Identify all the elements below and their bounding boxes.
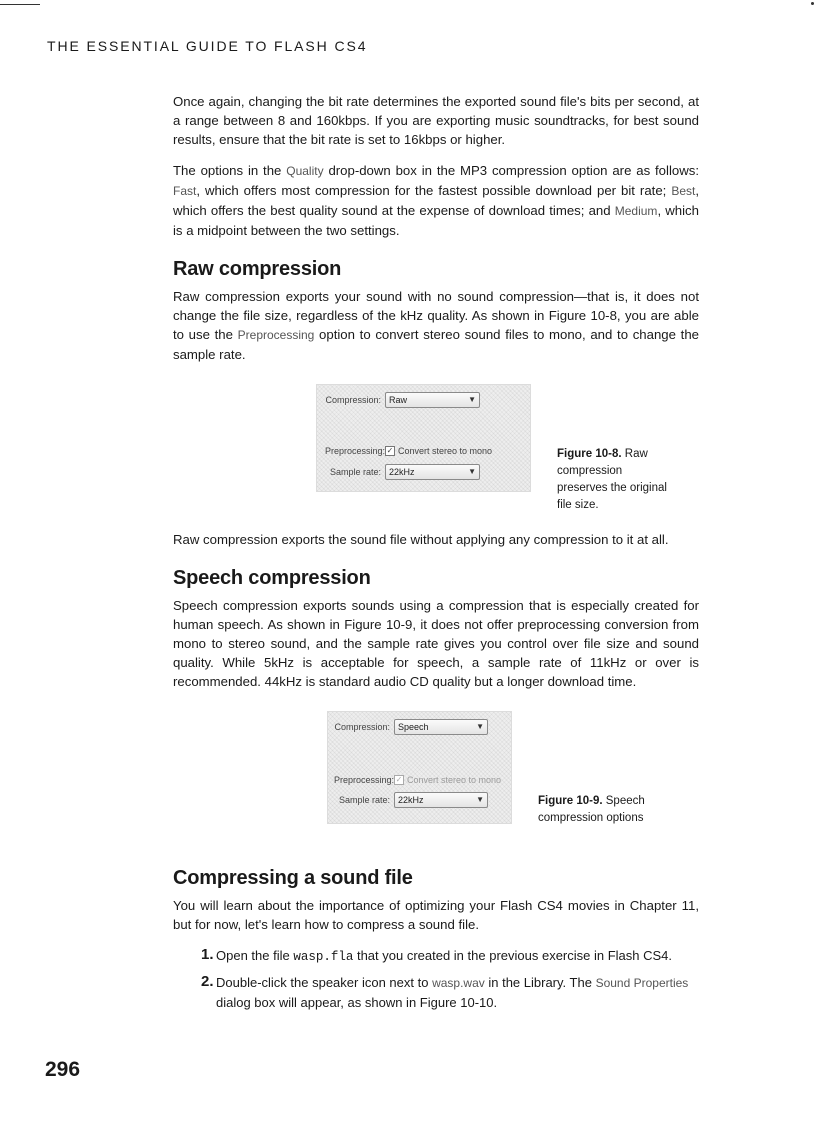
text-run: Double-click the speaker icon next to	[216, 975, 433, 990]
sample-rate-select[interactable]	[385, 464, 480, 480]
running-header: THE ESSENTIAL GUIDE TO FLASH CS4	[47, 38, 368, 54]
text-run: , which offers most compression for the fastest possible download per bit rate;	[196, 183, 672, 198]
preprocessing-label: Preprocessing:	[334, 775, 395, 785]
page-content	[173, 92, 699, 1018]
figure-10-9	[173, 711, 699, 841]
text-run: Open the file	[216, 948, 294, 963]
speech-settings-panel	[327, 711, 512, 824]
caption-text: Speech compression options	[538, 795, 645, 824]
step-number: 1.	[201, 946, 214, 963]
intro-paragraph-bitrate: Once again, changing the bit rate determines the exported sound file's bits per second, at a range between 8 and 160kbps. If you are exporting music soundtracks, for best sound results, ensure that the bit rate is set to 16kbps or higher.	[173, 94, 699, 147]
compression-value: Speech	[398, 722, 429, 732]
compression-select[interactable]	[394, 719, 488, 735]
sample-rate-row	[334, 792, 488, 808]
sample-rate-row	[325, 464, 480, 480]
compression-label: Compression:	[334, 722, 390, 732]
sample-rate-value: 22kHz	[389, 467, 415, 477]
text-run: in the Library. The	[484, 975, 596, 990]
compression-select[interactable]	[385, 392, 480, 408]
raw-settings-panel	[316, 384, 531, 492]
page-number: 296	[45, 1058, 81, 1081]
ui-term-medium: Medium	[614, 204, 658, 218]
code-filename: wasp.fla	[293, 950, 354, 964]
sample-rate-label: Sample rate:	[338, 795, 390, 805]
corner-mark	[811, 2, 814, 5]
chevron-down-icon: ▼	[468, 395, 476, 404]
step-number: 2.	[201, 973, 214, 990]
ui-term-quality: Quality	[286, 164, 324, 178]
ui-term-filename: wasp.wav	[432, 976, 485, 990]
heading-raw-compression: Raw compression	[173, 258, 342, 280]
raw-summary-paragraph: Raw compression exports the sound file without applying any compression to it at all.	[173, 532, 669, 547]
sample-rate-label: Sample rate:	[329, 467, 381, 477]
chevron-down-icon: ▼	[468, 467, 476, 476]
compression-row	[325, 392, 480, 408]
ui-term-dialog: Sound Properties	[595, 976, 689, 990]
convert-mono-label: Convert stereo to mono	[398, 446, 493, 456]
figure-10-8-caption	[557, 446, 667, 514]
figure-10-9-caption	[538, 793, 668, 827]
convert-mono-checkbox: ✓	[395, 775, 403, 784]
preprocessing-row	[325, 446, 492, 456]
sample-rate-value: 22kHz	[398, 795, 424, 805]
list-item	[201, 973, 699, 1012]
text-run: drop-down box in the MP3 compression option are as follows:	[323, 163, 699, 178]
convert-mono-label: Convert stereo to mono	[407, 775, 502, 785]
list-item	[201, 946, 699, 967]
sample-rate-select[interactable]	[394, 792, 488, 808]
intro-paragraph-quality	[173, 161, 699, 240]
caption-text: Raw compression preserves the original file size.	[557, 448, 667, 511]
preprocessing-row	[334, 775, 501, 785]
steps-list	[173, 946, 699, 1012]
heading-compressing-sound-file: Compressing a sound file	[173, 867, 413, 889]
chevron-down-icon: ▼	[476, 795, 484, 804]
compressing-paragraph: You will learn about the importance of optimizing your Flash CS4 movies in Chapter 11, but for now, let's learn how to compress a sound file.	[173, 898, 699, 932]
corner-rule	[0, 4, 40, 5]
compression-row	[334, 719, 488, 735]
heading-speech-compression: Speech compression	[173, 567, 371, 589]
preprocessing-label: Preprocessing:	[325, 446, 386, 456]
raw-paragraph	[173, 287, 699, 364]
compression-value: Raw	[389, 395, 408, 405]
compression-label: Compression:	[325, 395, 381, 405]
text-run: , which offers the best quality sound at the expense of download times; and	[173, 183, 699, 218]
speech-paragraph: Speech compression exports sounds using a compression that is especially created for human speech. As shown in Figure 10-9, it does not offer preprocessing conversion from mono to stereo sound, and the sample rate gives you control over file size and sound quality. While 5kHz is acceptable for speech, a sample rate of 11kHz or over is recommended. 44kHz is standard audio CD quality but a longer download time.	[173, 598, 699, 689]
caption-label: Figure 10-9.	[538, 795, 603, 807]
text-run: The options in the	[173, 163, 287, 178]
text-run: Raw compression exports your sound with no sound compression—that is, it does not change the file size, regardless of the kHz quality. As shown in Figure 10-8, you are able to use the	[173, 289, 699, 342]
ui-term-fast: Fast	[173, 184, 197, 198]
text-run: that you created in the previous exercise in Flash CS4.	[353, 948, 673, 963]
caption-label: Figure 10-8.	[557, 448, 622, 460]
convert-mono-checkbox[interactable]: ✓	[386, 446, 394, 455]
text-run: , which is a midpoint between the two settings.	[173, 203, 699, 238]
text-run: dialog box will appear, as shown in Figure 10-10.	[216, 995, 498, 1010]
figure-10-8	[173, 384, 699, 514]
text-run: option to convert stereo sound files to mono, and to change the sample rate.	[173, 327, 699, 362]
ui-term-preprocessing: Preprocessing	[237, 328, 315, 342]
chevron-down-icon: ▼	[476, 722, 484, 731]
ui-term-best: Best	[671, 184, 696, 198]
